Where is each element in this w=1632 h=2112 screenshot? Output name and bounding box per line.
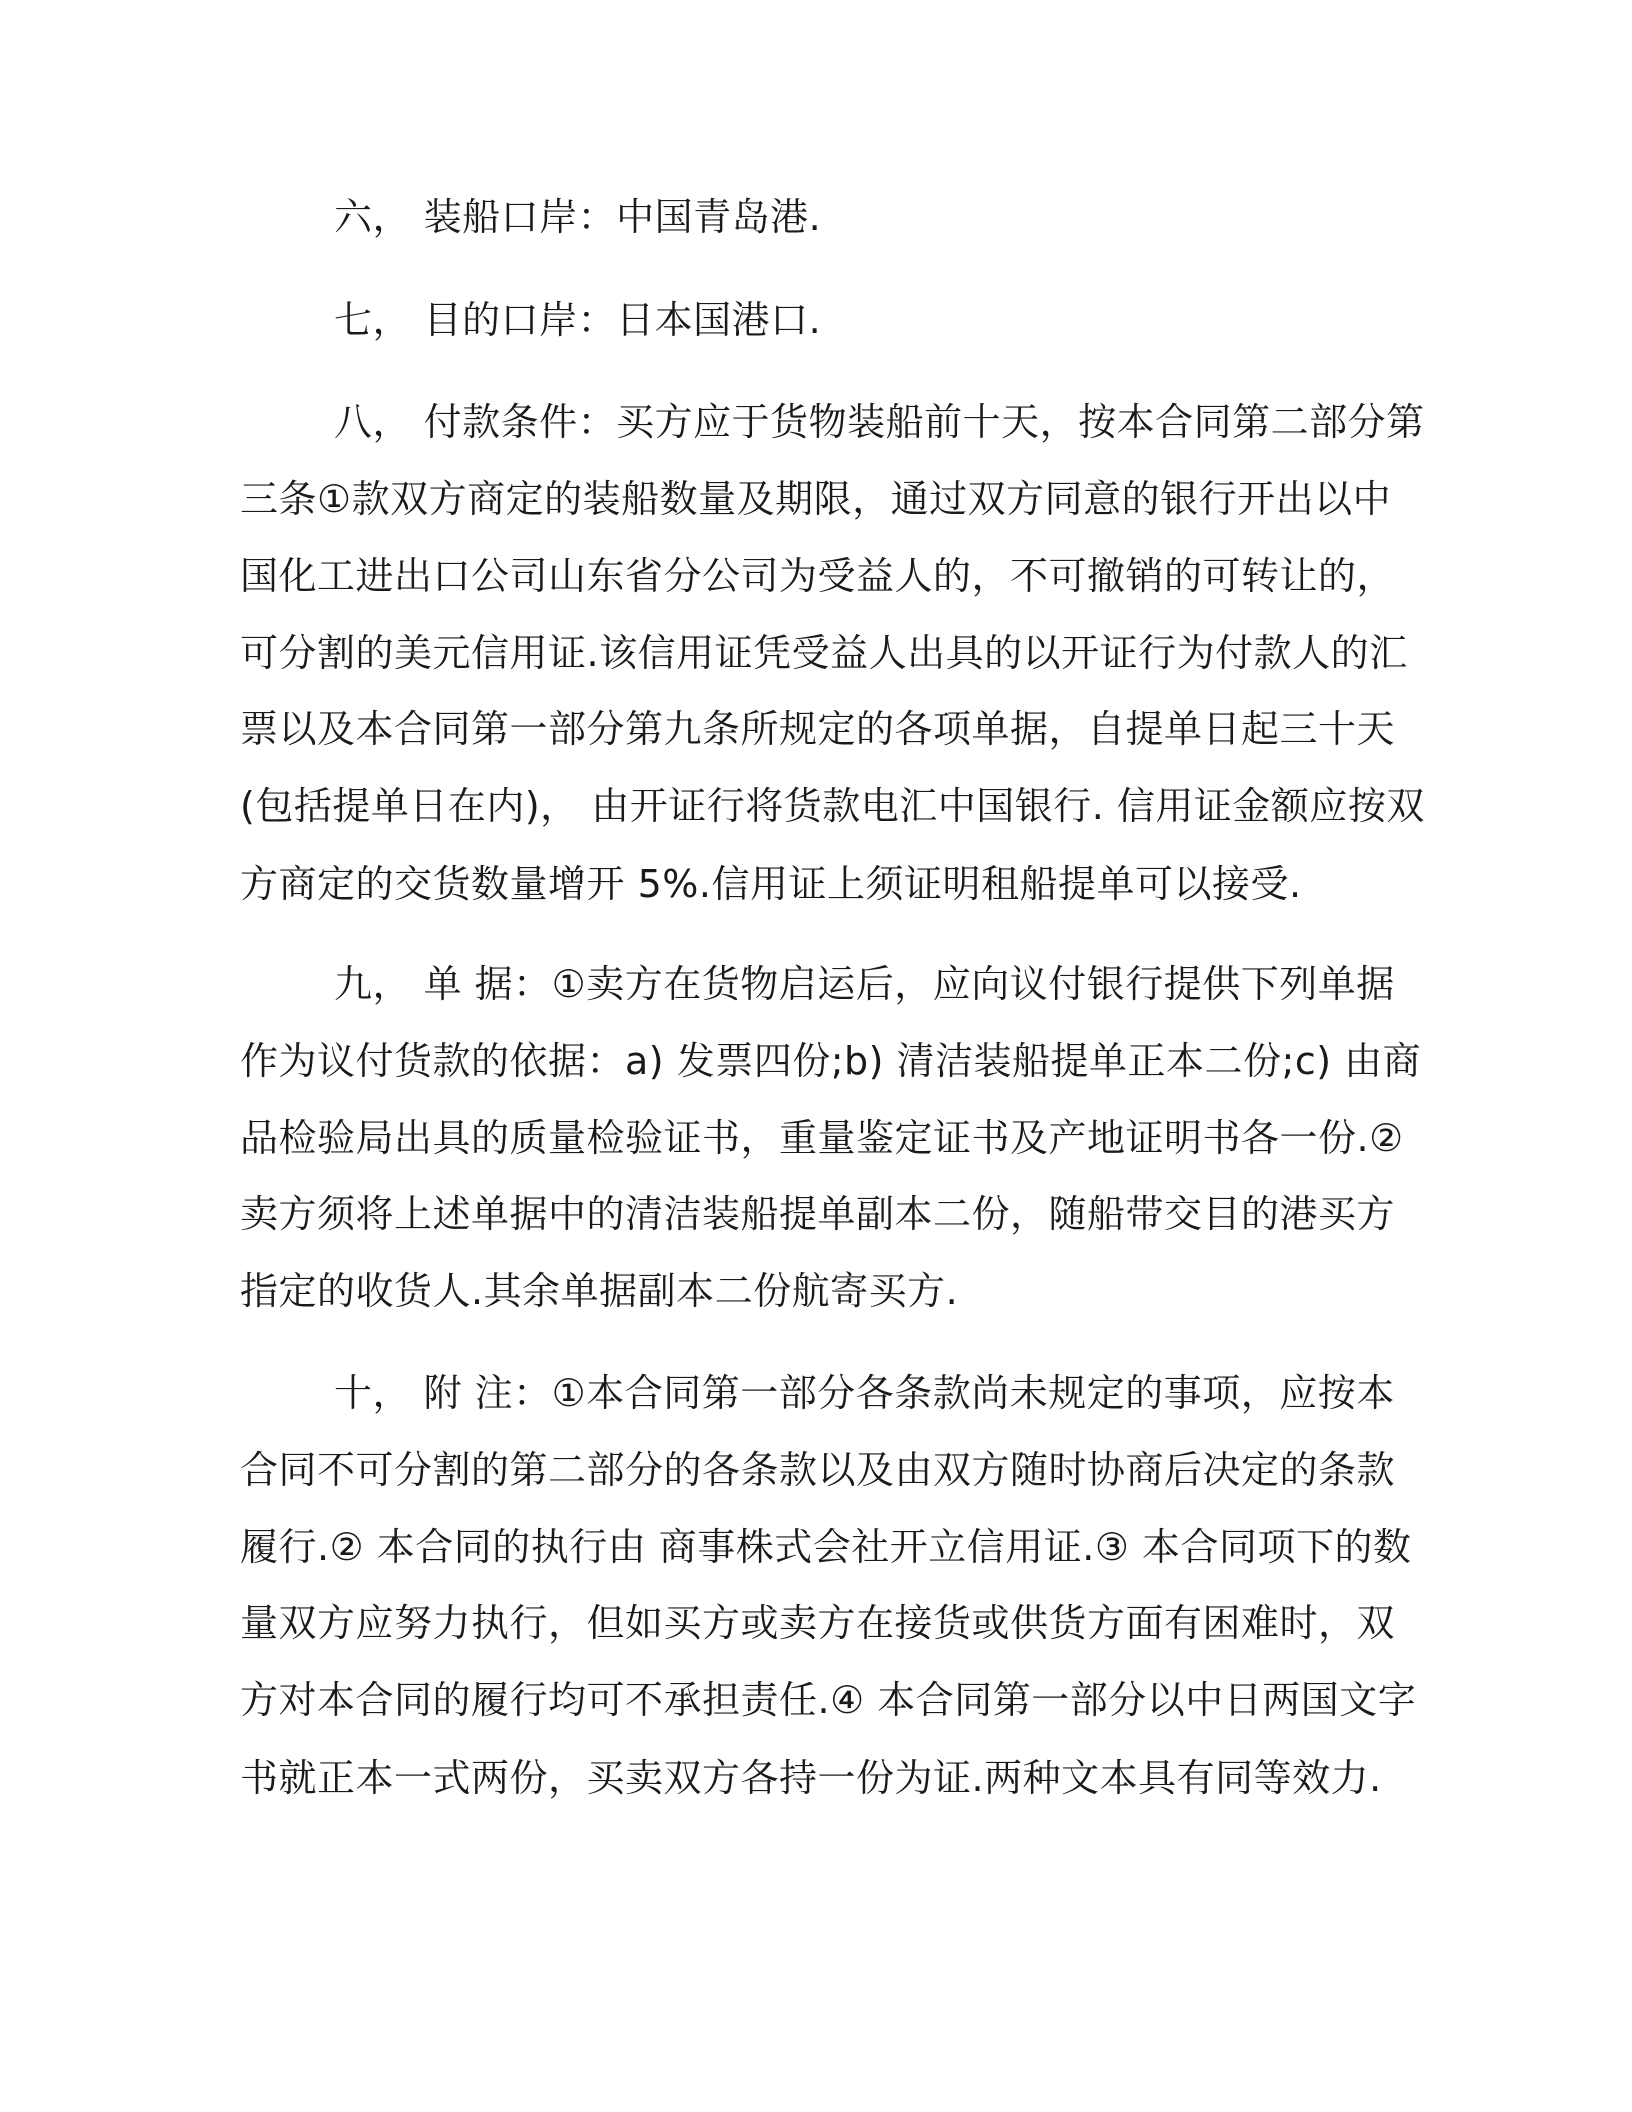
clause-10-line-5: 方对本合同的履行均可不承担责任.④ 本合同第一部分以中日两国文字 <box>240 1678 1417 1722</box>
clause-8-line-2: 三条①款双方商定的装船数量及期限，通过双方同意的银行开出以中 <box>240 477 1392 521</box>
clause-6-line-1: 六， 装船口岸：中国青岛港. <box>334 195 822 239</box>
clause-9-line-1: 九， 单 据：①卖方在货物启运后，应向议付银行提供下列单据 <box>334 962 1395 1006</box>
clause-10-line-4: 量双方应努力执行，但如买方或卖方在接货或供货方面有困难时，双 <box>240 1601 1396 1645</box>
clause-8-line-3: 国化工进出口公司山东省分公司为受益人的，不可撤销的可转让的， <box>240 554 1396 598</box>
clause-10-line-6: 书就正本一式两份，买卖双方各持一份为证.两种文本具有同等效力. <box>240 1756 1382 1800</box>
clause-8-line-5: 票以及本合同第一部分第九条所规定的各项单据，自提单日起三十天 <box>240 707 1396 751</box>
clause-8-line-7: 方商定的交货数量增开 5%.信用证上须证明租船提单可以接受. <box>240 862 1302 906</box>
clause-10-line-1: 十， 附 注：①本合同第一部分各条款尚未规定的事项，应按本 <box>334 1371 1395 1415</box>
clause-10-line-2: 合同不可分割的第二部分的各条款以及由双方随时协商后决定的条款 <box>240 1448 1396 1492</box>
clause-8-line-1: 八， 付款条件：买方应于货物装船前十天，按本合同第二部分第 <box>334 400 1425 444</box>
clause-8-line-4: 可分割的美元信用证.该信用证凭受益人出具的以开证行为付款人的汇 <box>240 631 1408 675</box>
clause-10-line-3: 履行.② 本合同的执行由 商事株式会社开立信用证.③ 本合同项下的数 <box>240 1525 1412 1569</box>
clause-9-line-4: 卖方须将上述单据中的清洁装船提单副本二份，随船带交目的港买方 <box>240 1192 1396 1236</box>
clause-8-line-6: (包括提单日在内)， 由开证行将货款电汇中国银行. 信用证金额应按双 <box>240 784 1425 828</box>
clause-9-line-5: 指定的收货人.其余单据副本二份航寄买方. <box>240 1269 959 1313</box>
clause-9-line-3: 品检验局出具的质量检验证书，重量鉴定证书及产地证明书各一份.② <box>240 1116 1404 1160</box>
clause-7-line-1: 七， 目的口岸：日本国港口. <box>334 298 822 342</box>
clause-9-line-2: 作为议付货款的依据：a) 发票四份;b) 清洁装船提单正本二份;c) 由商 <box>240 1039 1422 1083</box>
